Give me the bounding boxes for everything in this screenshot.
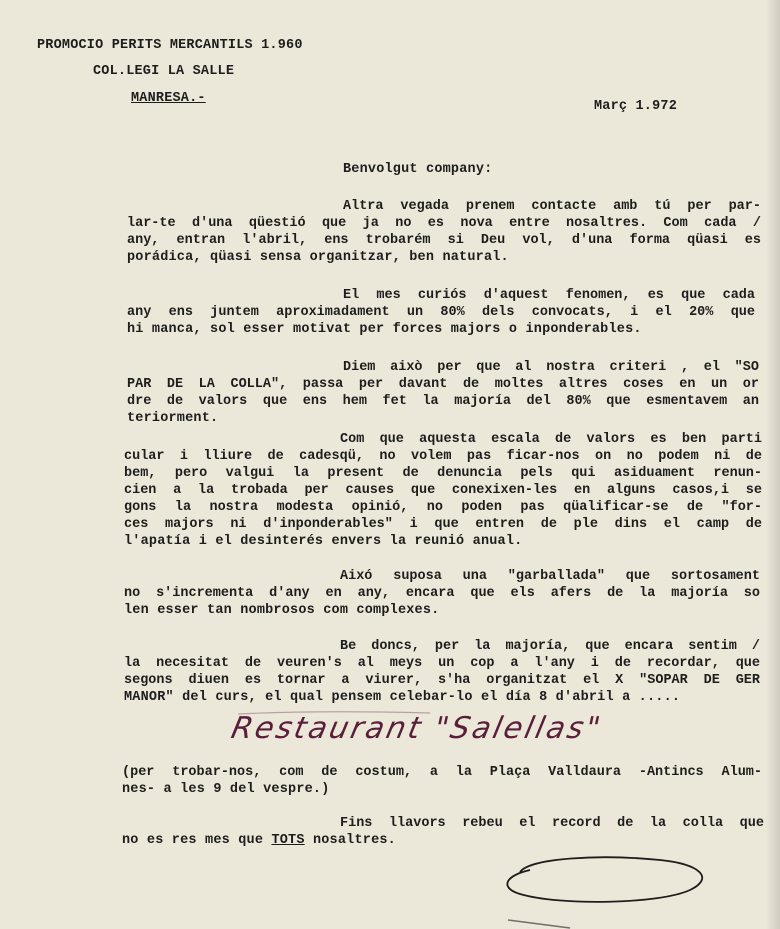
paragraph-8-line-2: no es res mes que TOTS nosaltres.	[122, 833, 396, 848]
paragraph-3-line-2: PAR DE LA COLLA", passa per davant de moltes altres coses en un or	[127, 377, 759, 392]
handwritten-restaurant-name	[0, 700, 780, 760]
paragraph-3-line-3: dre de valors que ens hem fet la majoría del 80% que esmentavem an	[127, 394, 759, 409]
paragraph-4-line-7: l'apatía i el desinterés envers la reunió anual.	[124, 534, 523, 549]
underlined-word: TOTS	[271, 833, 305, 848]
paragraph-4-line-3: bem, pero valgui la present de denuncia pels qui asiduament renun-	[124, 466, 762, 481]
paragraph-4-line-6: ces majors ni d'inponderables" i que entren de ple dins el camp de	[124, 517, 762, 532]
paragraph-4-line-5: gons la nostra modesta opinió, no poden pas qüalificar-se de "for-	[124, 500, 762, 515]
paragraph-4-line-4: cien a la trobada per causes que conexixen-les en alguns casos,i se	[124, 483, 762, 498]
paragraph-1-line-2: lar-te d'una qüestió que ja no es nova entre nosaltres. Com cada /	[127, 216, 761, 231]
paragraph-2-line-1: El mes curiós d'aquest fenomen, es que cada	[343, 288, 755, 303]
paragraph-1-line-4: porádica, qüasi sensa organitzar, ben natural.	[127, 250, 509, 265]
paragraph-5-line-1: Aixó suposa una "garballada" que sortosament	[340, 569, 760, 584]
paragraph-2-line-2: any ens juntem aproximadament un 80% dels convocats, i el 20% que	[127, 305, 755, 320]
letterhead-line-3: MANRESA.-	[131, 91, 206, 106]
paragraph-6-line-4: MANOR" del curs, el qual pensem celebar-lo el día 8 d'abril a .....	[124, 690, 681, 705]
paragraph-6-line-2: la necesitat de veuren's al meys un cop a l'any i de recordar, que	[124, 656, 760, 671]
paragraph-5-line-3: len esser tan nombrosos com complexes.	[124, 603, 440, 618]
paragraph-7-line-1: (per trobar-nos, com de costum, a la Plaça Valldaura -Antincs Alum-	[122, 765, 762, 780]
paragraph-1-line-1: Altra vegada prenem contacte amb tú per par-	[343, 199, 761, 214]
paragraph-2-line-3: hi manca, sol esser motivat per forces majors o inponderables.	[127, 322, 642, 337]
handwritten-restaurant-text: Restaurant "Salellas"	[228, 711, 606, 746]
paragraph-4-line-1: Com que aquesta escala de valors es ben parti	[340, 432, 762, 447]
paragraph-4-line-2: cular i lliure de cadesqü, no volem pas ficar-nos on no podem ni de	[124, 449, 762, 464]
paragraph-6-line-3: segons diuen es tornar a viurer, s'ha organitzat el X "SOPAR DE GER	[124, 673, 760, 688]
signature-scribble	[0, 850, 780, 929]
letterhead-line-2: COL.LEGI LA SALLE	[93, 64, 235, 79]
paragraph-3-line-4: teriorment.	[127, 411, 219, 426]
letter-date: Març 1.972	[594, 99, 678, 114]
paragraph-5-line-2: no s'incrementa d'any en any, encara que els afers de la majoría so	[124, 586, 760, 601]
page-edge-shadow	[766, 0, 780, 929]
paragraph-6-line-1: Be doncs, per la majoría, que encara sentim /	[340, 639, 760, 654]
salutation: Benvolgut company:	[343, 162, 493, 177]
paragraph-7-line-2: nes- a les 9 del vespre.)	[122, 782, 330, 797]
paragraph-8-line-1: Fins llavors rebeu el record de la colla que	[340, 816, 764, 831]
paragraph-3-line-1: Diem això per que al nostra criteri , el "SO	[343, 360, 759, 375]
paragraph-1-line-3: any, entran l'abril, ens trobarém si Deu vol, d'una forma qüasi es	[127, 233, 761, 248]
letterhead-line-1: PROMOCIO PERITS MERCANTILS 1.960	[37, 38, 303, 53]
